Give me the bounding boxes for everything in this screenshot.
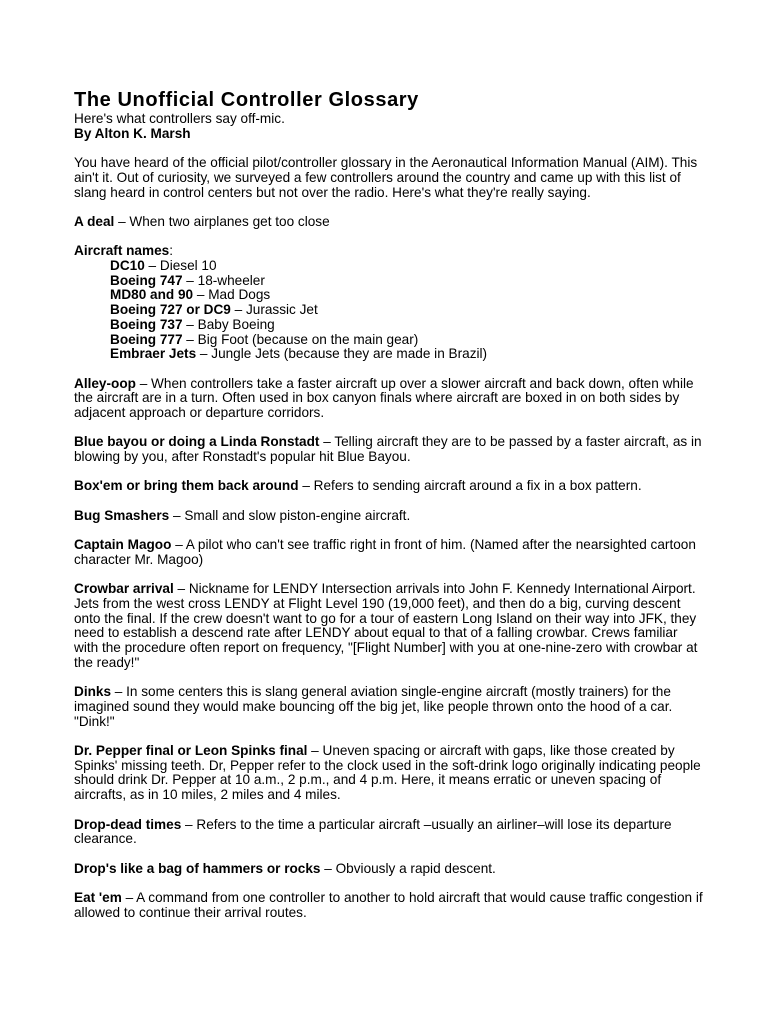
entry-term: Aircraft names: [74, 243, 170, 259]
entry-eat-em: [74, 891, 704, 920]
aircraft-type: Boeing 747: [110, 272, 183, 288]
entry-dinks: [74, 685, 704, 729]
list-item: [110, 274, 704, 289]
entry-term: Drop's like a bag of hammers or rocks: [74, 860, 321, 876]
aircraft-type: DC10: [110, 257, 145, 273]
entry-aircraft-names: [74, 244, 704, 362]
list-item: [110, 347, 704, 362]
aircraft-nickname: – Diesel 10: [144, 257, 217, 273]
list-item: [110, 259, 704, 274]
entry-term: Dinks: [74, 684, 112, 700]
entry-definition: – Refers to the time a particular aircraft –usually an airliner–will lose its departure clearance.: [74, 816, 672, 847]
entry-definition: – A command from one controller to another to hold aircraft that would cause traffic congestion if allowed to continue their arrival routes.: [74, 890, 703, 920]
entry-term: Eat 'em: [74, 890, 122, 906]
entry-definition: – Uneven spacing or aircraft with gaps, like those created by Spinks' missing teeth. Dr, Pepper refer to the clock used in the soft-drink logo originally indicating people should drink Dr. Pepper at 10 a.m., 2 p.m., and 4 p.m. Here, it means erratic or uneven spacing of aircrafts, as in 10 miles, 2 miles and 4 miles.: [74, 743, 701, 803]
aircraft-names-list: [74, 259, 704, 362]
entry-definition: – Nickname for LENDY Intersection arrivals into John F. Kennedy International Airport. Jets from the west cross LENDY at Flight Level 190 (19,000 feet), and then do a big, curving descent onto the final. If the crew doesn't want to go for a tour of eastern Long Island on their way into JFK, they need to establish a descend rate after LENDY about equal to that of a falling crowbar. Crews familiar with the procedure often report on frequency, "[Flight Number] with you at one-nine-zero with crowbar at the ready!": [74, 581, 698, 670]
entry-bug-smashers: [74, 509, 704, 524]
aircraft-nickname: – Jurassic Jet: [230, 302, 318, 318]
entry-term: Drop-dead times: [74, 816, 182, 832]
entry-drops-like-hammers: [74, 862, 704, 877]
list-item: [110, 318, 704, 333]
aircraft-type: MD80 and 90: [110, 287, 194, 303]
entry-definition: – Refers to sending aircraft around a fix in a box pattern.: [298, 478, 642, 494]
entry-term: A deal: [74, 213, 115, 229]
entry-captain-magoo: [74, 538, 704, 567]
entry-definition: – When two airplanes get too close: [114, 213, 330, 229]
entry-colon: :: [169, 243, 173, 259]
entry-term: Blue bayou or doing a Linda Ronstadt: [74, 434, 320, 450]
entry-a-deal: [74, 215, 704, 230]
entry-term: Crowbar arrival: [74, 581, 174, 597]
list-item: [110, 333, 704, 348]
aircraft-nickname: – Big Foot (because on the main gear): [182, 331, 419, 347]
entry-drop-dead-times: [74, 818, 704, 847]
aircraft-type: Embraer Jets: [110, 346, 197, 362]
aircraft-nickname: – Jungle Jets (because they are made in Brazil): [196, 346, 488, 362]
entry-definition: – Obviously a rapid descent.: [320, 860, 496, 876]
entry-blue-bayou: [74, 435, 704, 464]
entry-definition: – Telling aircraft they are to be passed by a faster aircraft, as in blowing by you, after Ronstadt's popular hit Blue Bayou.: [74, 434, 702, 465]
aircraft-nickname: – Baby Boeing: [182, 316, 275, 332]
intro-paragraph: You have heard of the official pilot/controller glossary in the Aeronautical Information Manual (AIM). This ain't it. Out of curiosity, we surveyed a few controllers around the country and came up with this list of slang heard in control centers but not over the radio. Here's what they're really saying.: [74, 155, 698, 200]
aircraft-nickname: – Mad Dogs: [193, 287, 271, 303]
entry-dr-pepper-final: [74, 744, 704, 803]
article-subtitle: Here's what controllers say off-mic.: [74, 111, 285, 126]
entry-term: Box'em or bring them back around: [74, 478, 299, 494]
list-item: [110, 303, 704, 318]
article-byline: By Alton K. Marsh: [74, 125, 191, 141]
entry-definition: – Small and slow piston-engine aircraft.: [169, 507, 411, 523]
aircraft-type: Boeing 727 or DC9: [110, 302, 231, 318]
entry-alley-oop: [74, 377, 704, 421]
aircraft-nickname: – 18-wheeler: [182, 272, 265, 288]
aircraft-type: Boeing 777: [110, 331, 183, 347]
entry-definition: – A pilot who can't see traffic right in front of him. (Named after the nearsighted cartoon character Mr. Magoo): [74, 537, 696, 567]
entry-term: Captain Magoo: [74, 537, 172, 553]
entry-crowbar-arrival: [74, 582, 704, 670]
entry-definition: – When controllers take a faster aircraft up over a slower aircraft and back down, often while the aircraft are in a turn. Often used in box canyon finals where aircraft are boxed in on both sides by adjacent approach or departure corridors.: [74, 375, 694, 420]
entry-term: Bug Smashers: [74, 507, 170, 523]
entry-boxem: [74, 479, 704, 494]
entry-term: Alley-oop: [74, 375, 136, 391]
glossary-article: [74, 88, 704, 920]
list-item: [110, 288, 704, 303]
entry-term: Dr. Pepper final or Leon Spinks final: [74, 743, 308, 759]
entry-definition: – In some centers this is slang general aviation single-engine aircraft (mostly trainers) for the imagined sound they would make bouncing off the big jet, like people thrown onto the hood of a car. "Dink!": [74, 684, 673, 729]
article-title: The Unofficial Controller Glossary: [74, 89, 419, 111]
aircraft-type: Boeing 737: [110, 316, 183, 332]
